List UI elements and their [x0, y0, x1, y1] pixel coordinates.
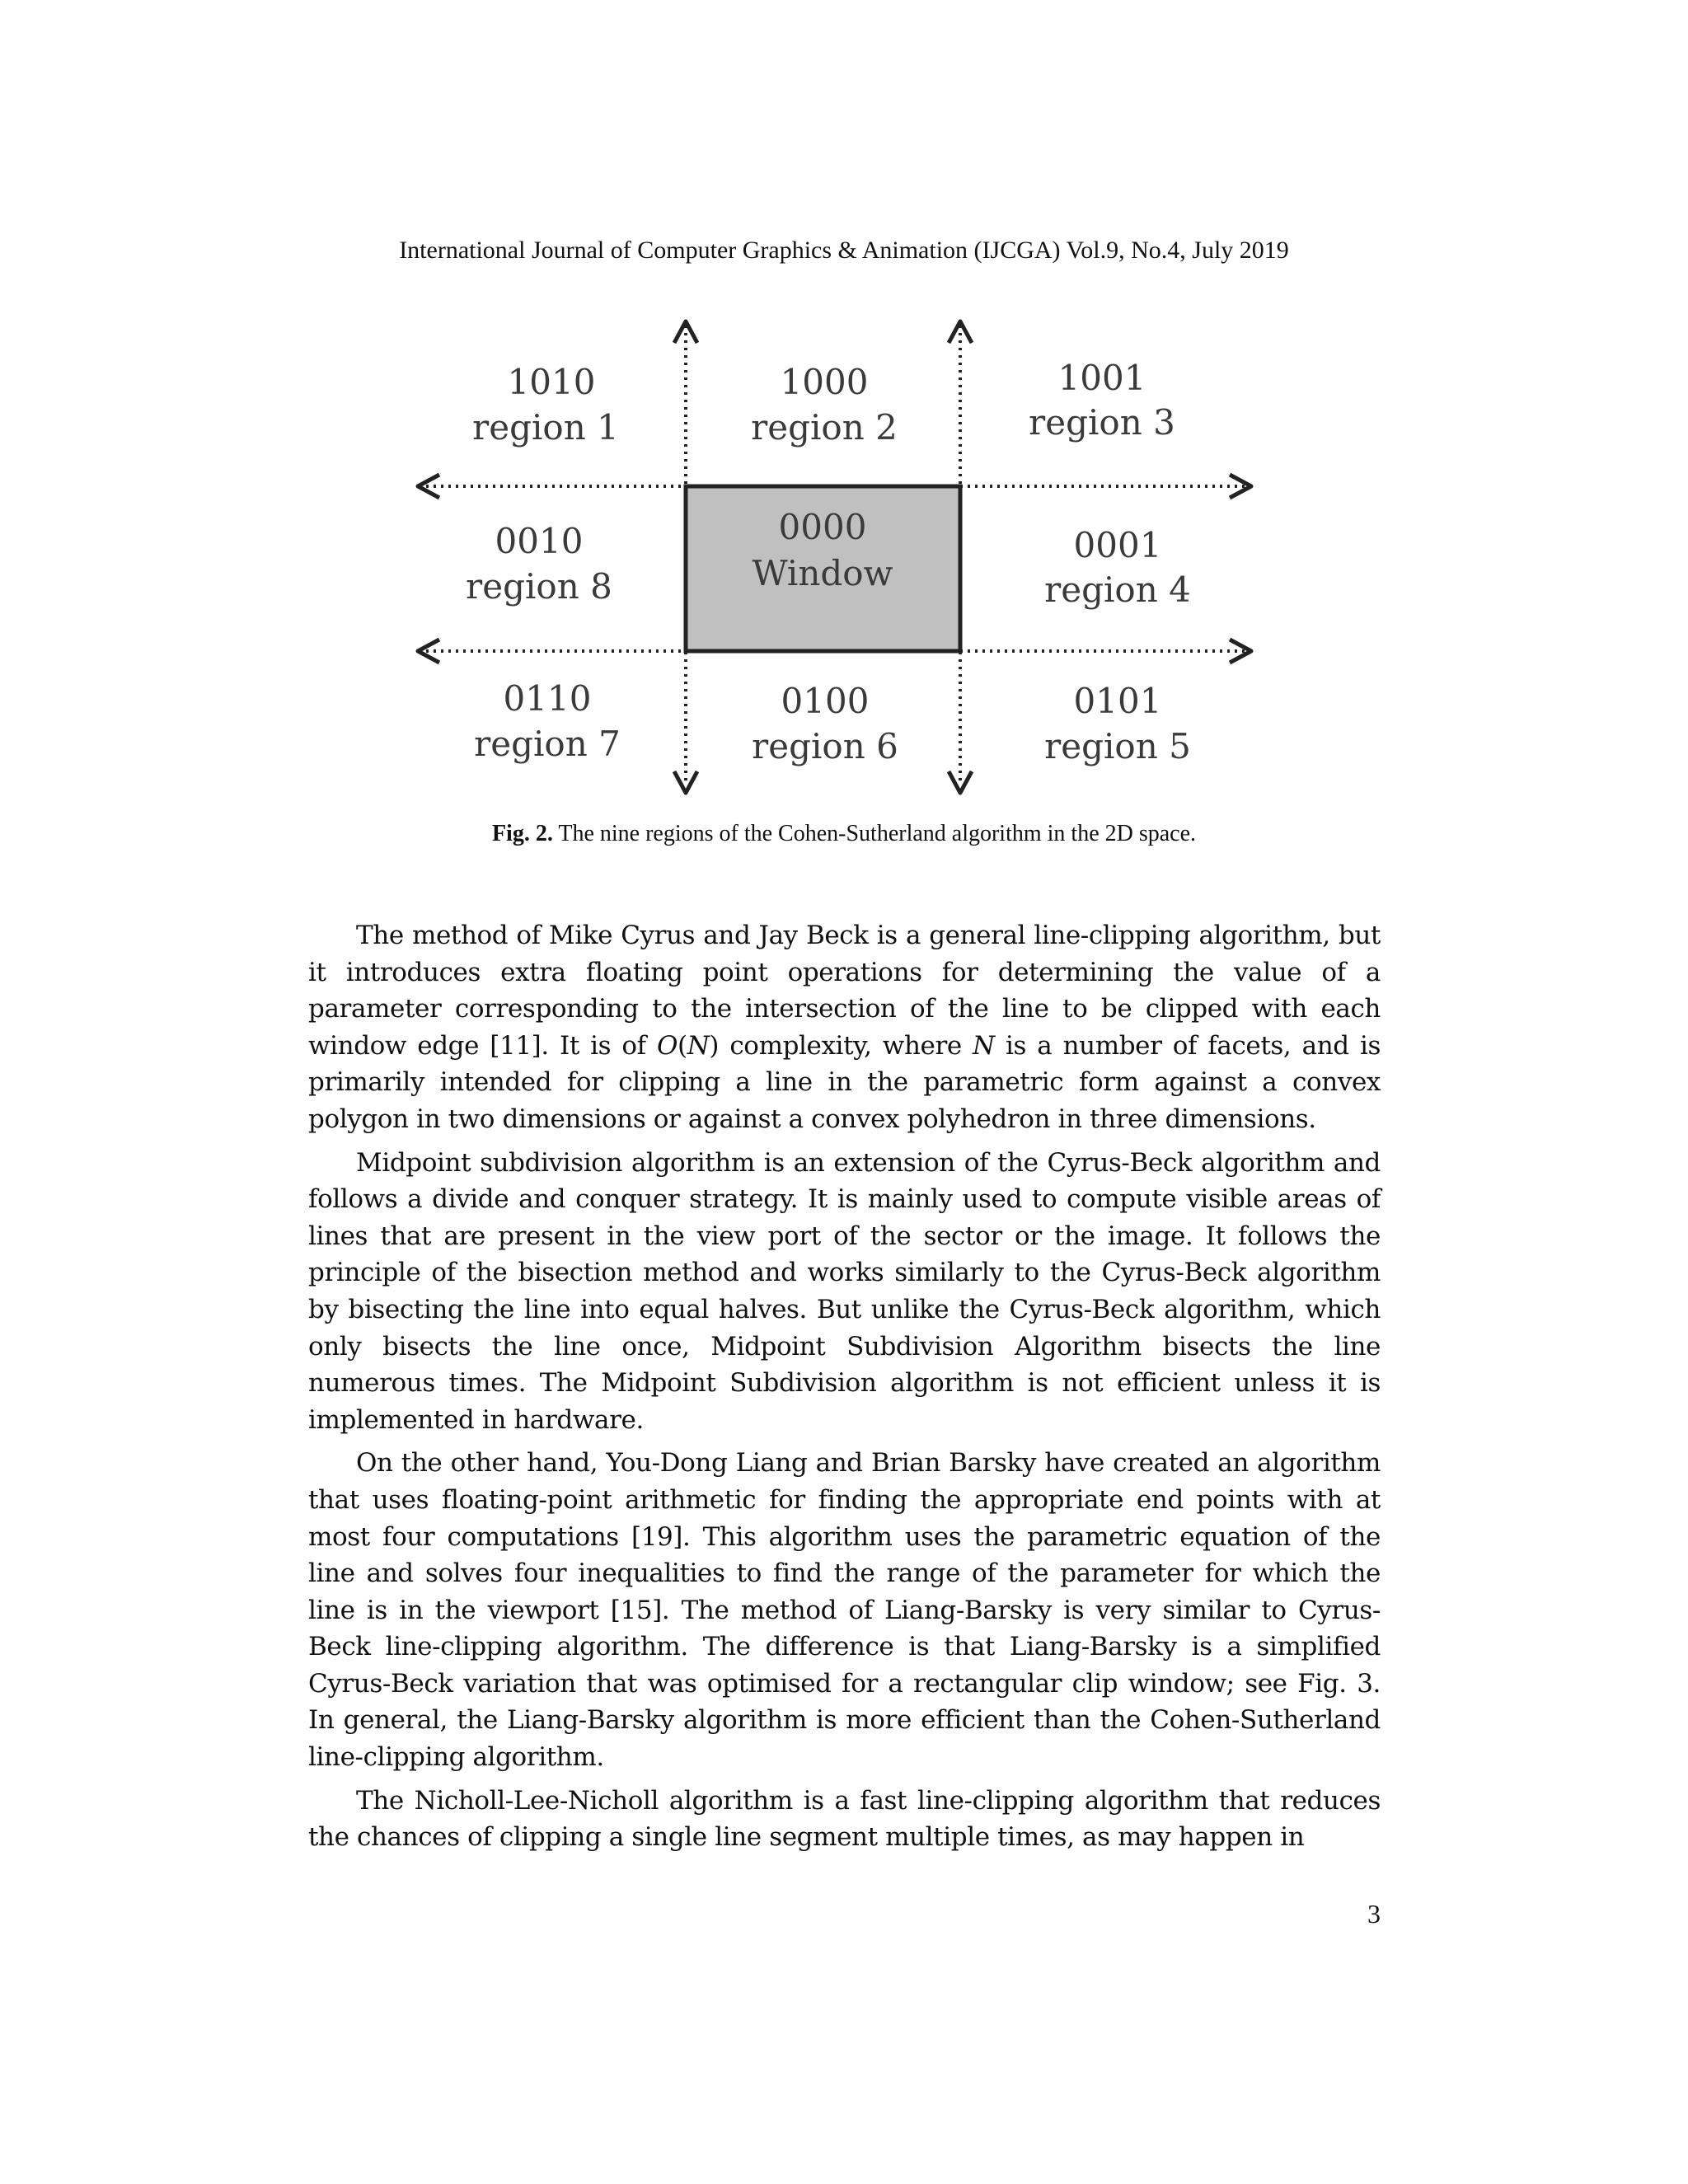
arrow-up-left-icon [674, 321, 697, 343]
cohen-sutherland-figure [410, 313, 1267, 799]
p1-math-n: N [687, 1030, 710, 1061]
p1-math-n2: N [973, 1030, 995, 1061]
body-text [308, 917, 1381, 1863]
p1-text-g: is a number of facets, and is primarily intended for clipping a line in the parametric form against a convex polygon in two dimensions or against a convex polyhedron in three dimensions. [308, 1030, 1381, 1134]
region-2-name: region 2 [751, 407, 898, 448]
figure-caption-text: The nine regions of the Cohen-Sutherland algorithm in the 2D space. [558, 821, 1197, 846]
p1-paren-open: ( [677, 1030, 687, 1061]
p1-text-a: The method of Mike Cyrus and Jay Beck is a general line-clipping algorithm, but it introduces extra floating point operations for determining the value of a parameter corresponding to the intersection of the line to be clipped with each window edge [11]. It is of [308, 921, 1381, 1061]
region-1-name: region 1 [472, 407, 619, 448]
region-7-name: region 7 [474, 724, 621, 764]
figure-caption [0, 820, 1688, 848]
region-3-name: region 3 [1029, 402, 1175, 443]
running-header: International Journal of Computer Graphics & Animation (IJCGA) Vol.9, No.4, July 2019 [399, 237, 1289, 264]
figure-caption-label: Fig. 2. [491, 821, 553, 846]
arrow-up-right-icon [949, 321, 972, 343]
region-8-name: region 8 [466, 566, 612, 607]
window-name: Window [752, 553, 893, 593]
region-7-code: 0110 [503, 678, 592, 719]
page-number: 3 [1367, 1899, 1381, 1929]
region-6-code: 0100 [781, 681, 870, 721]
arrow-right-top-icon [1230, 475, 1251, 498]
paragraph-midpoint-subdivision: Midpoint subdivision algorithm is an extension of the Cyrus-Beck algorithm and follows a divide and conquer strategy. It is mainly used to compute visible areas of lines that are present in the view port of the sector or the image. It follows the principle of the bisection method and works similarly to the Cyrus-Beck algorithm by bisecting the line into equal halves. But unlike the Cyrus-Beck algorithm, which only bisects the line once, Midpoint Subdivision Algorithm bisects the line numerous times. The Midpoint Subdivision algorithm is not efficient unless it is implemented in hardware. [308, 1147, 1381, 1435]
paragraph-cyrus-beck [308, 917, 1381, 1138]
paragraph-liang-barsky: On the other hand, You-Dong Liang and Brian Barsky have created an algorithm that uses floating-point arithmetic for finding the appropriate end points with at most four computations [19]. This algorithm uses the parametric equation of the line and solves four inequalities to find the range of the parameter for which the line is in the viewport [15]. The method of Liang-Barsky is very similar to Cyrus-Beck line-clipping algorithm. The difference is that Liang-Barsky is a simplified Cyrus-Beck variation that was optimised for a rectangular clip window; see Fig. 3. In general, the Liang-Barsky algorithm is more efficient than the Cohen-Sutherland line-clipping algorithm. [308, 1448, 1381, 1773]
arrow-down-left-icon [674, 771, 697, 793]
region-2-code: 1000 [780, 362, 869, 402]
paragraph-nicholl-lee-nicholl: The Nicholl-Lee-Nicholl algorithm is a fast line-clipping algorithm that reduces the chances of clipping a single line segment multiple times, as may happen in [308, 1785, 1381, 1853]
region-1-code: 1010 [507, 362, 596, 402]
region-8-code: 0010 [495, 521, 584, 561]
region-4-name: region 4 [1044, 569, 1191, 610]
region-3-code: 1001 [1057, 358, 1146, 398]
region-4-code: 0001 [1073, 525, 1162, 565]
arrow-right-bottom-icon [1230, 640, 1251, 663]
region-6-name: region 6 [752, 726, 898, 766]
region-5-name: region 5 [1044, 726, 1191, 766]
p1-text-e: ) complexity, where [709, 1030, 973, 1061]
arrow-down-right-icon [949, 771, 972, 793]
region-diagram [410, 313, 1267, 799]
region-5-code: 0101 [1073, 681, 1162, 721]
p1-math-o: O [656, 1030, 678, 1061]
window-code: 0000 [778, 507, 867, 547]
